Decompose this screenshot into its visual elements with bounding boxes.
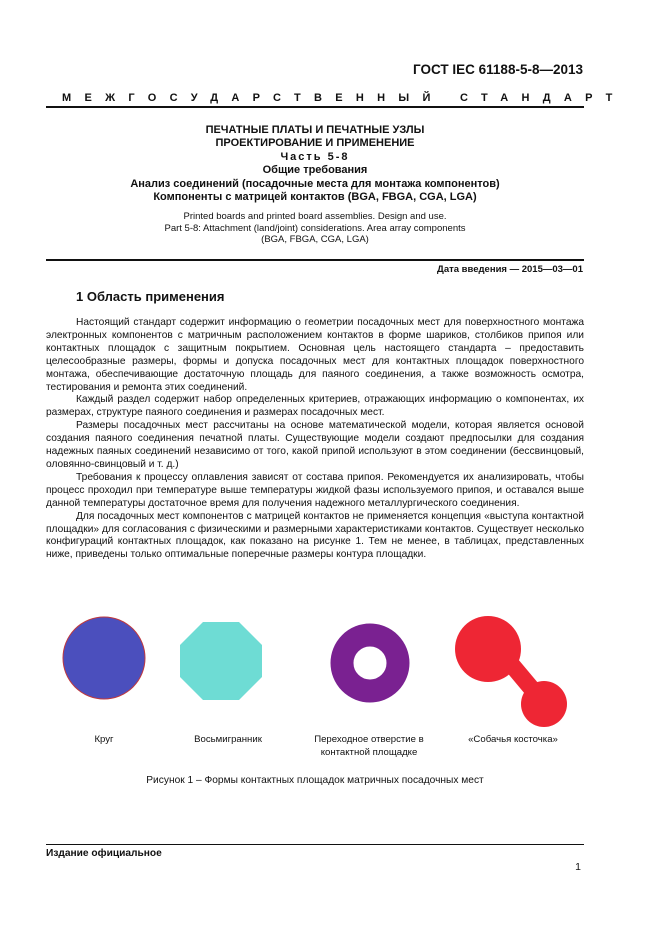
paragraph: Размеры посадочных мест рассчитаны на основе математической модели, которая является основой создания паяного соединения печатной платы. Существующие модели создают предпосылки для создания надежных паяных соединений независимо от того, какой припой используют в этом соединении (бессвинцовый, оловянно-свинцовый и т. д.) <box>46 420 584 470</box>
document-title <box>46 124 584 204</box>
date-rule <box>46 259 584 261</box>
page-number: 1 <box>575 861 581 873</box>
dogbone-via <box>521 681 567 727</box>
shape-label-via-in-pad: Переходное отверстие в контактной площадке <box>314 734 424 758</box>
shape-label-dogbone: «Собачья косточка» <box>468 734 558 745</box>
title-line-1: ПЕЧАТНЫЕ ПЛАТЫ И ПЕЧАТНЫЕ УЗЛЫ <box>205 124 425 136</box>
section-body <box>46 317 584 562</box>
title-line-6: Компоненты с матрицей контактов (BGA, FBGA, CGA, LGA) <box>153 191 477 204</box>
top-rule <box>46 106 584 108</box>
dogbone-pad <box>455 616 521 682</box>
title-part: Часть 5-8 <box>280 150 350 163</box>
section-heading: 1 Область применения <box>76 289 225 304</box>
land-shapes-drawing <box>46 612 584 742</box>
standard-code: ГОСТ IEC 61188-5-8—2013 <box>413 62 583 77</box>
figure-land-shapes <box>46 612 584 758</box>
dogbone-land-shape <box>455 616 567 727</box>
english-title-line-1: Printed boards and printed board assemblies. Design and use. <box>183 211 447 222</box>
via-in-pad-land-shape <box>342 635 398 691</box>
title-line-2: ПРОЕКТИРОВАНИЕ И ПРИМЕНЕНИЕ <box>215 137 415 150</box>
paragraph: Каждый раздел содержит набор определенных критериев, отражающих информацию о компонентах, их размерах, структуре паяного соединения и размерах посадочных мест. <box>46 394 584 419</box>
shape-label-octagon: Восьмигранник <box>194 734 262 745</box>
title-line-5: Анализ соединений (посадочные места для монтажа компонентов) <box>130 177 500 190</box>
figure-caption: Рисунок 1 – Формы контактных площадок матричных посадочных мест <box>146 775 484 786</box>
paragraph: Для посадочных мест компонентов с матрицей контактов не применяется концепция «выступа контактной площадки» для согласования с физическими и размерными характеристиками контактов. Существует несколько конфигураций контактных площадок, как показано на рисунке 1. Тем не менее, в таблицах, представленных ниже, приведены только оптимальные поперечные размеры контура площадки. <box>46 510 584 561</box>
introduction-date: Дата введения — 2015—03—01 <box>437 264 583 275</box>
english-title-line-3: (BGA, FBGA, CGA, LGA) <box>261 234 369 246</box>
footer-rule <box>46 844 584 845</box>
paragraph: Требования к процессу оплавления зависят от состава припоя. Рекомендуется их анализировать, чтобы процесс проходил при температуре выше температуры жидкой фазы используемого припоя, и оставался выше данной температуры достаточное время для получения надежного металлургического соединения. <box>46 471 584 509</box>
english-title <box>46 211 584 246</box>
official-edition-label: Издание официальное <box>46 848 162 859</box>
title-line-4: Общие требования <box>262 164 368 177</box>
english-title-line-2: Part 5-8: Attachment (land/joint) considerations. Area array components <box>164 222 466 234</box>
octagon-land-shape <box>180 622 262 700</box>
standard-banner: МЕЖГОСУДАРСТВЕННЫЙ СТАНДАРТ <box>62 92 626 104</box>
shape-label-circle: Круг <box>94 734 114 745</box>
circle-land-shape <box>63 617 145 699</box>
paragraph: Настоящий стандарт содержит информацию о геометрии посадочных мест для поверхностного монтажа электронных компонентов с матричным расположением контактов в форме шариков, столбиков припоя или контактных площадок с защитным покрытием. Основная цель настоящего стандарта – предоставить целесообразные размеры, формы и допуска посадочных мест для контактных площадок поверхностного монтажа, обеспечивающие достаточную площадь для паяного соединения, а также возможность осмотра, тестирования и ремонта этих соединений. <box>46 317 584 393</box>
